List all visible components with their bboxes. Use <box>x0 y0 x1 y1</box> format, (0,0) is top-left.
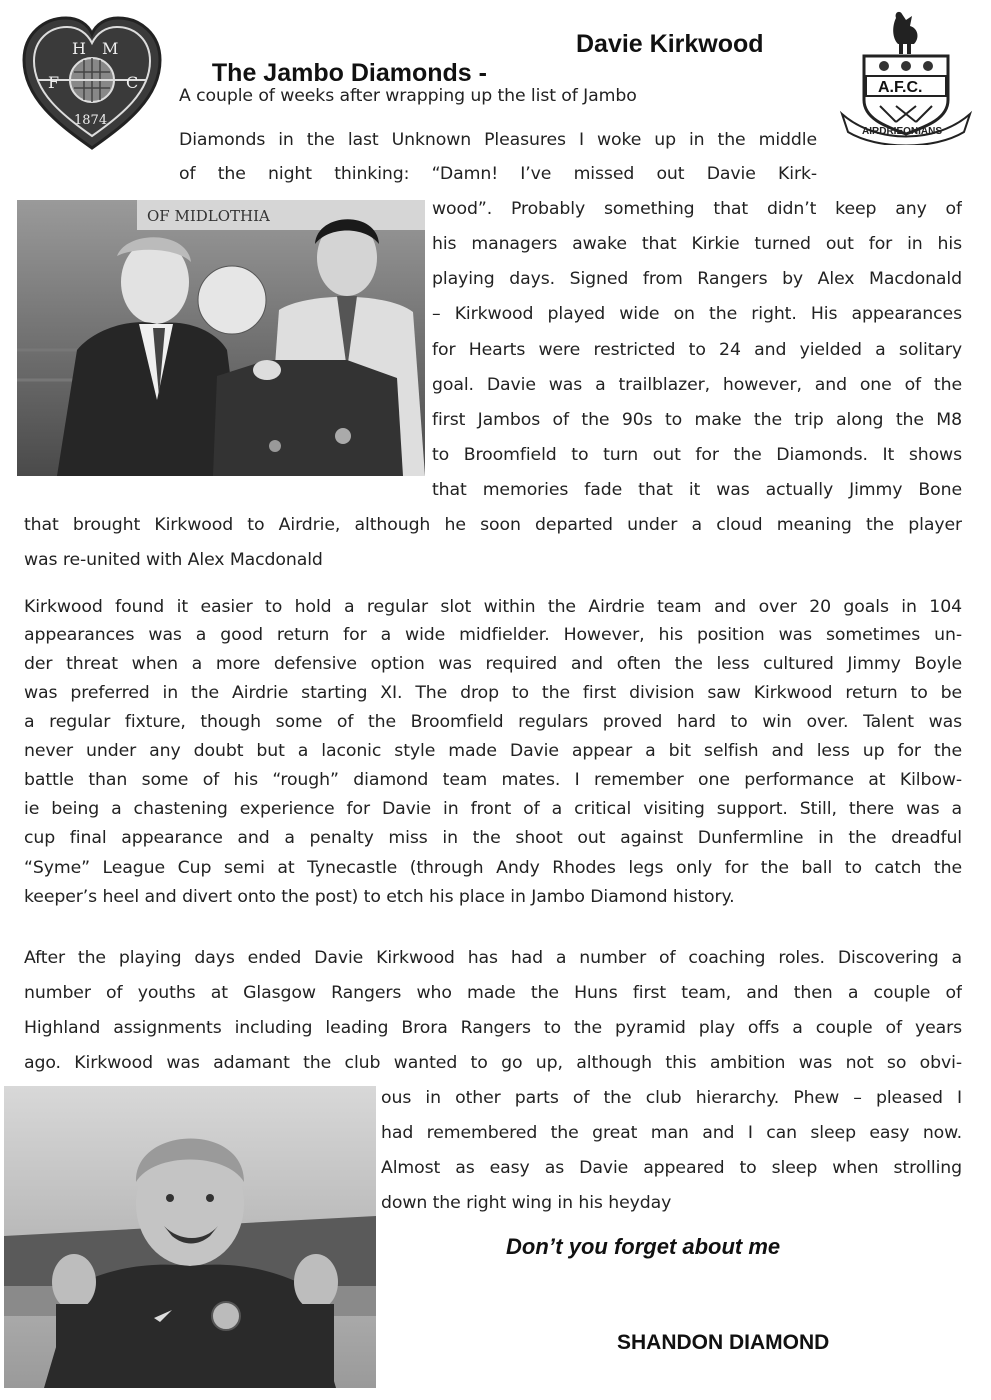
para1-line-3: of the night thinking: “Damn! I’ve missed out Davie Kirk- <box>179 164 817 184</box>
para1-line-13: that brought Kirkwood to Airdrie, although he soon departed under a cloud meaning the player <box>24 515 962 535</box>
para1-line-2: Diamonds in the last Unknown Pleasures I woke up in the middle <box>179 130 817 150</box>
para2-line-10: “Syme” League Cup semi at Tynecastle (through Andy Rhodes legs only for the ball to catch the <box>24 858 962 878</box>
para2-line-11: keeper’s heel and divert onto the post) to etch his place in Jambo Diamond history. <box>24 887 735 907</box>
page-title <box>198 30 487 88</box>
hearts-crest-logo <box>18 12 166 152</box>
para1-line-14: was re-united with Alex Macdonald <box>24 550 323 570</box>
para3-line-3: Highland assignments including leading Brora Rangers to the pyramid play offs a couple of years <box>24 1018 962 1038</box>
signing-photo <box>17 200 425 476</box>
airdrieonians-crest-logo <box>836 10 976 145</box>
para3-line-4: ago. Kirkwood was adamant the club wanted to go up, although this ambition was not so obvi- <box>24 1053 962 1073</box>
para2-line-3: der threat when a more defensive option was required and often the less cultured Jimmy Boyle <box>24 654 962 674</box>
para2-line-4: was preferred in the Airdrie starting XI. The drop to the first division saw Kirkwood return to be <box>24 683 962 703</box>
para1-line-9: goal. Davie was a trailblazer, however, and one of the <box>432 375 962 395</box>
para2-line-5: a regular fixture, though some of the Broomfield regulars proved hard to win over. Talent was <box>24 712 962 732</box>
para3-line-7: Almost as easy as Davie appeared to sleep when strolling <box>381 1158 962 1178</box>
crest-letter-f: F <box>48 73 60 92</box>
crest-letter-h: H <box>72 39 86 58</box>
para2-line-7: battle than some of his “rough” diamond team mates. I remember one performance at Kilbow- <box>24 770 962 790</box>
para3-line-2: number of youths at Glasgow Rangers who made the Huns first team, and then a couple of <box>24 983 962 1003</box>
para3-line-1: After the playing days ended Davie Kirkwood has had a number of coaching roles. Discovering a <box>24 948 962 968</box>
para3-line-5: ous in other parts of the club hierarchy. Phew – pleased I <box>381 1088 962 1108</box>
para3-line-6: had remembered the great man and I can sleep easy now. <box>381 1123 962 1143</box>
para2-line-6: never under any doubt but a laconic style made Davie appear a bit selfish and less up for the <box>24 741 962 761</box>
crest-letter-c: C <box>126 73 139 92</box>
crest-letter-m: M <box>102 39 119 58</box>
closing-line: Don’t you forget about me <box>506 1234 781 1259</box>
para1-line-12: that memories fade that it was actually Jimmy Bone <box>432 480 962 500</box>
author-signature: SHANDON DIAMOND <box>617 1331 830 1354</box>
para2-line-9: cup final appearance and a penalty miss in the shoot out against Dunfermline in the dreadful <box>24 828 962 848</box>
crest-banner: AIRDRIEONIANS <box>862 126 943 137</box>
coach-photo <box>4 1086 376 1388</box>
para1-line-5: his managers awake that Kirkie turned out for in his <box>432 234 962 254</box>
para2-line-8: ie being a chastening experience for Davie in front of a critical visiting support. Still, there was a <box>24 799 962 819</box>
para1-line-6: playing days. Signed from Rangers by Alex Macdonald <box>432 269 962 289</box>
para3-line-8: down the right wing in his heyday <box>381 1193 672 1213</box>
para1-line-8: for Hearts were restricted to 24 and yielded a solitary <box>432 340 962 360</box>
para1-line-10: first Jambos of the 90s to make the trip along the M8 <box>432 410 962 430</box>
crest-initials: A.F.C. <box>878 79 923 96</box>
photo-sign-text: OF MIDLOTHIA <box>147 207 270 225</box>
crest-year: 1874 <box>74 113 108 128</box>
para1-line-7: – Kirkwood played wide on the right. His appearances <box>432 304 962 324</box>
para1-line-4: wood”. Probably something that didn’t keep any of <box>432 199 962 219</box>
para1-line-1: A couple of weeks after wrapping up the list of Jambo <box>179 86 637 106</box>
para2-line-2: appearances was a good return for a wide midfielder. However, his position was sometimes un- <box>24 625 962 645</box>
title-player-name: Davie Kirkwood <box>576 30 764 58</box>
para2-line-1: Kirkwood found it easier to hold a regular slot within the Airdrie team and over 20 goals in 104 <box>24 597 962 617</box>
title-series: The Jambo Diamonds - <box>211 59 487 87</box>
para1-line-11: to Broomfield to turn out for the Diamonds. It shows <box>432 445 962 465</box>
